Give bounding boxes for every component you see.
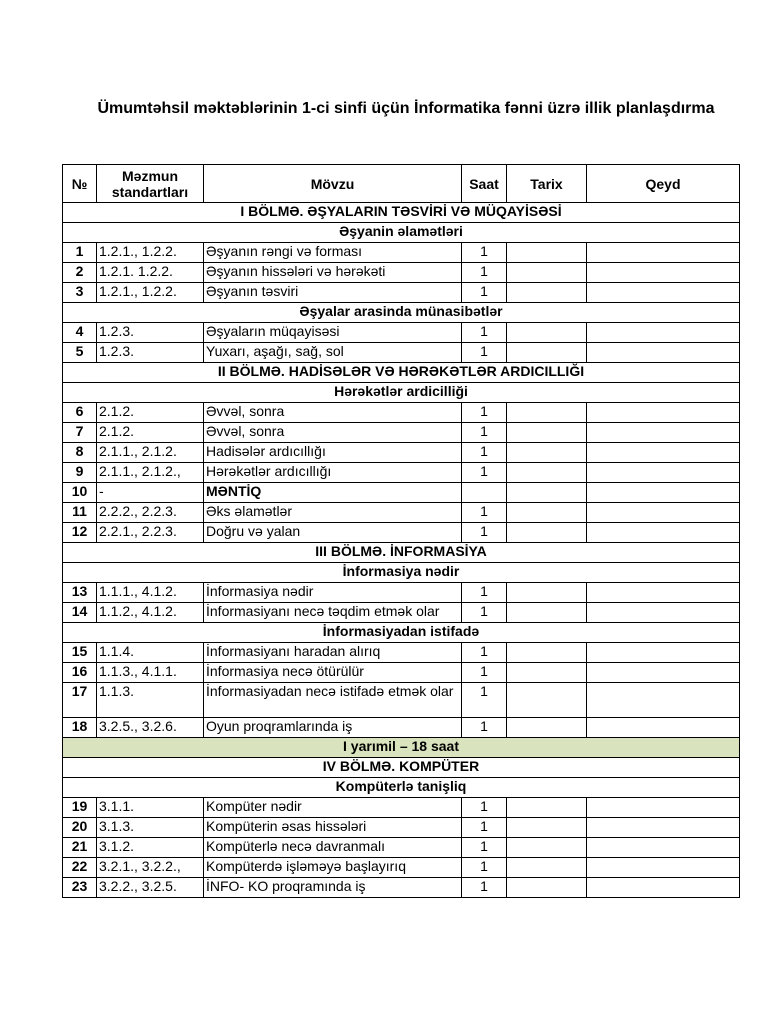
lesson-hours: 1 (462, 583, 507, 603)
lesson-note (587, 343, 740, 363)
table-row (63, 798, 740, 818)
lesson-hours: 1 (462, 503, 507, 523)
table-row (63, 463, 740, 483)
lesson-topic: Əşyanın rəngi və forması (204, 243, 462, 263)
lesson-hours: 1 (462, 343, 507, 363)
lesson-topic: İnformasiyanı haradan alırıq (204, 643, 462, 663)
lesson-number: 1 (63, 243, 97, 263)
table-row (63, 263, 740, 283)
lesson-hours: 1 (462, 443, 507, 463)
lesson-number: 20 (63, 818, 97, 838)
lesson-note (587, 603, 740, 623)
lesson-date (507, 878, 587, 898)
lesson-note (587, 403, 740, 423)
lesson-note (587, 243, 740, 263)
lesson-topic: Hadisələr ardıcıllığı (204, 443, 462, 463)
lesson-note (587, 523, 740, 543)
content-standards: 2.1.1., 2.1.2., (97, 463, 204, 483)
content-standards: 3.2.5., 3.2.6. (97, 718, 204, 738)
lesson-topic: Kompüterin əsas hissələri (204, 818, 462, 838)
lesson-number: 22 (63, 858, 97, 878)
lesson-note (587, 503, 740, 523)
lesson-number: 4 (63, 323, 97, 343)
section-heading: İnformasiyadan istifadə (63, 623, 740, 643)
lesson-date (507, 663, 587, 683)
lesson-topic: Əvvəl, sonra (204, 423, 462, 443)
content-standards: 2.2.1., 2.2.3. (97, 523, 204, 543)
lesson-hours: 1 (462, 603, 507, 623)
section-heading-row (63, 383, 740, 403)
header-number: № (63, 165, 97, 203)
lesson-topic: Doğru və yalan (204, 523, 462, 543)
lesson-hours: 1 (462, 798, 507, 818)
lesson-number: 8 (63, 443, 97, 463)
lesson-number: 16 (63, 663, 97, 683)
lesson-note (587, 858, 740, 878)
lesson-hours: 1 (462, 283, 507, 303)
lesson-topic: MƏNTİQ (204, 483, 462, 503)
lesson-hours: 1 (462, 718, 507, 738)
lesson-note (587, 718, 740, 738)
table-row (63, 603, 740, 623)
lesson-topic: İnformasiyanı necə təqdim etmək olar (204, 603, 462, 623)
section-heading-row (63, 203, 740, 223)
lesson-number: 7 (63, 423, 97, 443)
lesson-date (507, 323, 587, 343)
lesson-number: 6 (63, 403, 97, 423)
table-row (63, 718, 740, 738)
semester-summary-row (63, 738, 740, 758)
lesson-hours: 1 (462, 818, 507, 838)
lesson-note (587, 818, 740, 838)
lesson-date (507, 423, 587, 443)
lesson-date (507, 283, 587, 303)
lesson-hours: 1 (462, 838, 507, 858)
content-standards: 1.2.1., 1.2.2. (97, 243, 204, 263)
lesson-topic: Əşyaların müqayisəsi (204, 323, 462, 343)
content-standards: 3.1.1. (97, 798, 204, 818)
lesson-note (587, 878, 740, 898)
header-date: Tarix (507, 165, 587, 203)
lesson-topic: İnformasiya necə ötürülür (204, 663, 462, 683)
lesson-hours: 1 (462, 858, 507, 878)
content-standards: - (97, 483, 204, 503)
table-row (63, 643, 740, 663)
lesson-number: 10 (63, 483, 97, 503)
lesson-date (507, 583, 587, 603)
table-row (63, 818, 740, 838)
lesson-date (507, 463, 587, 483)
lesson-date (507, 483, 587, 503)
lesson-date (507, 243, 587, 263)
planning-table (62, 164, 740, 898)
lesson-hours: 1 (462, 463, 507, 483)
table-row (63, 283, 740, 303)
lesson-note (587, 663, 740, 683)
content-standards: 2.1.1., 2.1.2. (97, 443, 204, 463)
content-standards: 1.1.4. (97, 643, 204, 663)
lesson-date (507, 523, 587, 543)
lesson-number: 15 (63, 643, 97, 663)
table-row (63, 838, 740, 858)
section-heading: Əşyanin əlamətləri (63, 223, 740, 243)
table-row (63, 343, 740, 363)
lesson-number: 17 (63, 683, 97, 718)
lesson-date (507, 643, 587, 663)
header-standards: Məzmun standartları (97, 165, 204, 203)
lesson-date (507, 838, 587, 858)
section-heading: II BÖLMƏ. HADİSƏLƏR VƏ HƏRƏKƏTLƏR ARDICILLIĞI (63, 363, 740, 383)
lesson-topic: İNFO- KO proqramında iş (204, 878, 462, 898)
lesson-topic: Əvvəl, sonra (204, 403, 462, 423)
lesson-topic: İnformasiya nədir (204, 583, 462, 603)
table-row (63, 323, 740, 343)
lesson-number: 2 (63, 263, 97, 283)
section-heading-row (63, 563, 740, 583)
lesson-date (507, 858, 587, 878)
section-heading: İnformasiya nədir (63, 563, 740, 583)
lesson-hours: 1 (462, 263, 507, 283)
lesson-number: 3 (63, 283, 97, 303)
lesson-hours: 1 (462, 663, 507, 683)
lesson-date (507, 798, 587, 818)
lesson-topic: Kompüter nədir (204, 798, 462, 818)
lesson-note (587, 643, 740, 663)
table-row (63, 423, 740, 443)
content-standards: 1.1.1., 4.1.2. (97, 583, 204, 603)
lesson-topic: Əşyanın hissələri və hərəkəti (204, 263, 462, 283)
lesson-number: 23 (63, 878, 97, 898)
document-title: Ümumtəhsil məktəblərinin 1-ci sinfi üçün İnformatika fənni üzrə illik planlaşdırma (97, 100, 715, 117)
lesson-note (587, 583, 740, 603)
section-heading: I BÖLMƏ. ƏŞYALARIN TƏSVİRİ VƏ MÜQAYİSƏSİ (63, 203, 740, 223)
content-standards: 3.2.2., 3.2.5. (97, 878, 204, 898)
section-heading-row (63, 363, 740, 383)
section-heading-row (63, 223, 740, 243)
table-row (63, 583, 740, 603)
table-row (63, 523, 740, 543)
lesson-note (587, 838, 740, 858)
content-standards: 1.2.3. (97, 343, 204, 363)
table-row (63, 243, 740, 263)
lesson-hours: 1 (462, 403, 507, 423)
lesson-topic: Yuxarı, aşağı, sağ, sol (204, 343, 462, 363)
lesson-note (587, 423, 740, 443)
semester-summary: I yarımil – 18 saat (63, 738, 740, 758)
lesson-number: 12 (63, 523, 97, 543)
lesson-topic: Kompüterdə işləməyə başlayırıq (204, 858, 462, 878)
lesson-number: 19 (63, 798, 97, 818)
content-standards: 1.2.1., 1.2.2. (97, 283, 204, 303)
section-heading: Kompüterlə tanişliq (63, 778, 740, 798)
content-standards: 3.1.3. (97, 818, 204, 838)
lesson-hours: 1 (462, 683, 507, 718)
lesson-number: 11 (63, 503, 97, 523)
table-row (63, 683, 740, 718)
table-header-row (63, 165, 740, 203)
section-heading: Hərəkətlər ardicilliği (63, 383, 740, 403)
lesson-note (587, 798, 740, 818)
lesson-hours: 1 (462, 523, 507, 543)
lesson-date (507, 343, 587, 363)
section-heading: III BÖLMƏ. İNFORMASİYA (63, 543, 740, 563)
lesson-number: 14 (63, 603, 97, 623)
section-heading-row (63, 543, 740, 563)
header-note: Qeyd (587, 165, 740, 203)
header-hours: Saat (462, 165, 507, 203)
content-standards: 1.2.1. 1.2.2. (97, 263, 204, 283)
lesson-topic: Hərəkətlər ardıcıllığı (204, 463, 462, 483)
lesson-note (587, 463, 740, 483)
lesson-hours: 1 (462, 423, 507, 443)
lesson-hours: 1 (462, 243, 507, 263)
lesson-note (587, 283, 740, 303)
table-row (63, 403, 740, 423)
content-standards: 1.1.3. (97, 683, 204, 718)
lesson-topic: Oyun proqramlarında iş (204, 718, 462, 738)
lesson-hours: 1 (462, 643, 507, 663)
lesson-date (507, 263, 587, 283)
lesson-date (507, 718, 587, 738)
lesson-number: 21 (63, 838, 97, 858)
lesson-note (587, 323, 740, 343)
lesson-hours: 1 (462, 323, 507, 343)
table-row (63, 858, 740, 878)
content-standards: 1.1.3., 4.1.1. (97, 663, 204, 683)
content-standards: 1.2.3. (97, 323, 204, 343)
content-standards: 2.1.2. (97, 403, 204, 423)
lesson-note (587, 443, 740, 463)
section-heading-row (63, 303, 740, 323)
lesson-hours: 1 (462, 878, 507, 898)
lesson-date (507, 818, 587, 838)
section-heading-row (63, 778, 740, 798)
lesson-number: 13 (63, 583, 97, 603)
lesson-number: 5 (63, 343, 97, 363)
table-row (63, 503, 740, 523)
table-body (63, 203, 740, 898)
lesson-topic: Əşyanın təsviri (204, 283, 462, 303)
content-standards: 3.1.2. (97, 838, 204, 858)
lesson-date (507, 503, 587, 523)
lesson-number: 9 (63, 463, 97, 483)
table-row (63, 878, 740, 898)
lesson-note (587, 683, 740, 718)
lesson-date (507, 403, 587, 423)
content-standards: 2.1.2. (97, 423, 204, 443)
section-heading-row (63, 758, 740, 778)
content-standards: 1.1.2., 4.1.2. (97, 603, 204, 623)
header-topic: Mövzu (204, 165, 462, 203)
lesson-note (587, 483, 740, 503)
lesson-hours (462, 483, 507, 503)
table-row (63, 483, 740, 503)
content-standards: 2.2.2., 2.2.3. (97, 503, 204, 523)
lesson-number: 18 (63, 718, 97, 738)
lesson-date (507, 683, 587, 718)
section-heading: IV BÖLMƏ. KOMPÜTER (63, 758, 740, 778)
lesson-date (507, 603, 587, 623)
table-row (63, 663, 740, 683)
section-heading: Əşyalar arasinda münasibətlər (63, 303, 740, 323)
lesson-note (587, 263, 740, 283)
lesson-date (507, 443, 587, 463)
lesson-topic: Kompüterlə necə davranmalı (204, 838, 462, 858)
lesson-topic: Əks əlamətlər (204, 503, 462, 523)
lesson-topic: İnformasiyadan necə istifadə etmək olar (204, 683, 462, 718)
table-row (63, 443, 740, 463)
content-standards: 3.2.1., 3.2.2., (97, 858, 204, 878)
section-heading-row (63, 623, 740, 643)
